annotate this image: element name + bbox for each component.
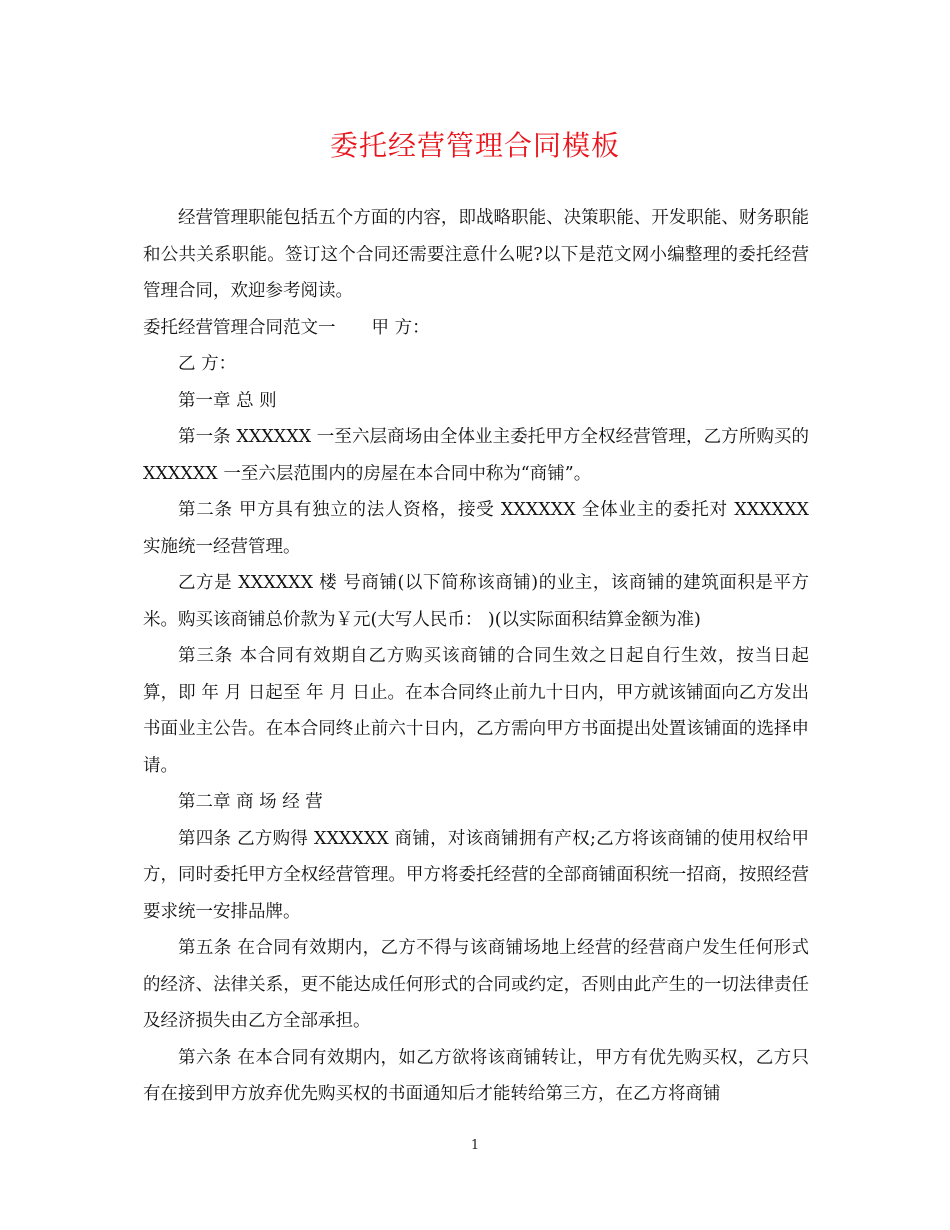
document-body xyxy=(143,200,809,1113)
article-5: 第五条 在合同有效期内，乙方不得与该商铺场地上经营的经营商户发生任何形式的经济、法律关系，更不能达成任何形式的合同或约定，否则由此产生的一切法律责任及经济损失由乙方全部承担。 xyxy=(143,938,809,1031)
party-b-label: 乙 方： xyxy=(178,354,237,374)
chapter-1-heading: 第一章 总 则 xyxy=(178,390,277,411)
page-number: 1 xyxy=(470,1138,480,1153)
article-6: 第六条 在本合同有效期内，如乙方欲将该商铺转让，甲方有优先购买权，乙方只有在接到甲方放弃优先购买权的书面通知后才能转给第三方，在乙方将商铺 xyxy=(143,1047,809,1104)
sample-heading: 委托经营管理合同范文一 xyxy=(143,317,336,338)
party-a-label: 甲 方： xyxy=(371,317,430,338)
sample-heading-line xyxy=(143,310,809,347)
chapter-2-heading: 第二章 商 场 经 营 xyxy=(178,792,323,812)
article-2: 第二条 甲方具有独立的法人资格，接受 XXXXXX 全体业主的委托对 XXXXXX 实施统一经营管理。 xyxy=(143,500,809,557)
article-1: 第一条 XXXXXX 一至六层商场由全体业主委托甲方全权经营管理，乙方所购买的 XXXXXX 一至六层范围内的房屋在本合同中称为“商铺”。 xyxy=(143,427,809,484)
article-3: 第三条 本合同有效期自乙方购买该商铺的合同生效之日起自行生效，按当日起算，即 年 月 日起至 年 月 日止。在本合同终止前九十日内，甲方就该铺面向乙方发出书面业主公告。在本合同终止前六十日内，乙方需向甲方书面提出处置该铺面的选择申请。 xyxy=(143,646,809,776)
document-title: 委托经营管理合同模板 xyxy=(329,129,620,162)
article-2-continued: 乙方是 XXXXXX 楼 号商铺(以下简称该商铺)的业主，该商铺的建筑面积是平方米。购买该商铺总价款为￥元(大写人民币： )(以实际面积结算金额为准) xyxy=(143,573,809,630)
article-4: 第四条 乙方购得 XXXXXX 商铺，对该商铺拥有产权;乙方将该商铺的使用权给甲方，同时委托甲方全权经营管理。甲方将委托经营的全部商铺面积统一招商，按照经营要求统一安排品牌。 xyxy=(143,828,809,922)
intro-paragraph: 经营管理职能包括五个方面的内容，即战略职能、决策职能、开发职能、财务职能和公共关系职能。签订这个合同还需要注意什么呢?以下是范文网小编整理的委托经营管理合同，欢迎参考阅读。 xyxy=(143,208,809,301)
